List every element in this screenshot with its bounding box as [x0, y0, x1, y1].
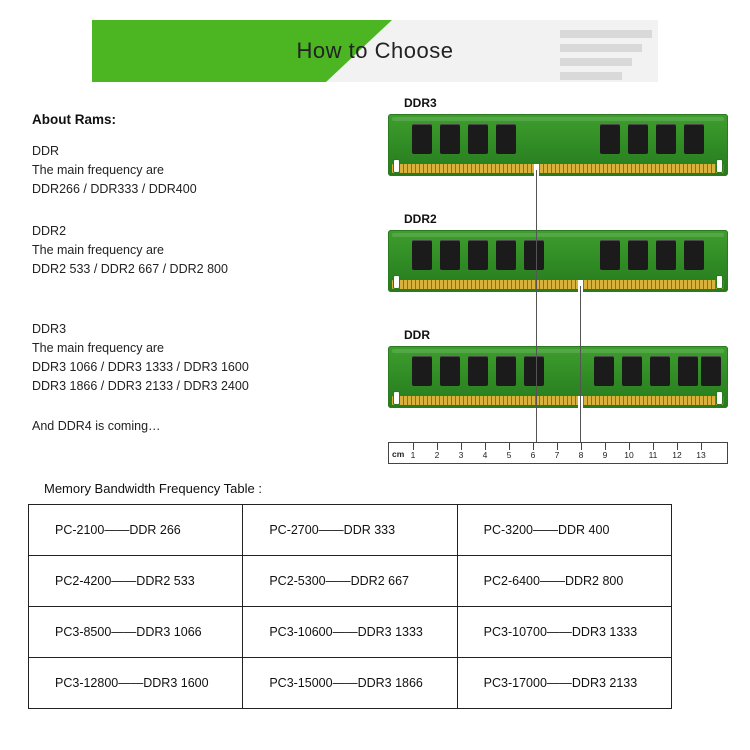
table-cell: PC3-10700——DDR3 1333	[457, 607, 671, 658]
ddr-line-2: The main frequency are	[32, 163, 165, 177]
ddr-info-block	[32, 142, 197, 199]
memory-chip	[600, 240, 620, 270]
ram-stick-ddr2	[388, 230, 728, 292]
memory-chip	[412, 124, 432, 154]
ram-clip-notch-right	[716, 275, 723, 289]
table-row	[29, 556, 672, 607]
memory-chip	[524, 240, 544, 270]
memory-chip	[412, 356, 432, 386]
memory-chip	[650, 356, 670, 386]
notch-leader-line-ddr2	[580, 286, 581, 442]
table-row	[29, 505, 672, 556]
ddr2-info-block	[32, 222, 228, 279]
memory-chip	[656, 124, 676, 154]
table-cell: PC-2700——DDR 333	[243, 505, 457, 556]
ruler-tick: 12	[672, 450, 682, 460]
centimeter-ruler	[388, 442, 728, 464]
ram-top-edge-ddr3	[392, 117, 724, 121]
ram-stick-ddr	[388, 346, 728, 408]
memory-bandwidth-table	[28, 504, 672, 709]
gold-contacts-ddr2	[392, 280, 724, 289]
gold-contacts-ddr3	[392, 164, 724, 173]
table-cell: PC2-5300——DDR2 667	[243, 556, 457, 607]
ram-label-ddr: DDR	[404, 328, 430, 342]
memory-chip	[440, 240, 460, 270]
ruler-tick: 11	[648, 450, 658, 460]
ddr3-line-2: The main frequency are	[32, 341, 165, 355]
ruler-tick: 4	[482, 450, 488, 460]
ram-comparison-diagram	[380, 96, 732, 476]
ddr3-info-block	[32, 320, 249, 396]
memory-chip	[678, 356, 698, 386]
ddr-line-3: DDR266 / DDR333 / DDR400	[32, 182, 197, 196]
ram-label-ddr2: DDR2	[404, 212, 437, 226]
table-cell: PC2-4200——DDR2 533	[29, 556, 243, 607]
ddr3-line-4: DDR3 1866 / DDR3 2133 / DDR3 2400	[32, 379, 249, 393]
ruler-tick: 6	[530, 450, 536, 460]
ruler-tick: 13	[696, 450, 706, 460]
table-caption: Memory Bandwidth Frequency Table :	[44, 481, 262, 496]
table-cell: PC3-15000——DDR3 1866	[243, 658, 457, 709]
notch-leader-line-ddr3	[536, 170, 537, 442]
page-header-banner	[0, 20, 750, 82]
memory-chip	[440, 356, 460, 386]
table-cell: PC3-12800——DDR3 1600	[29, 658, 243, 709]
memory-chip	[628, 240, 648, 270]
ddr4-info-block	[32, 417, 161, 436]
ddr3-line-1: DDR3	[32, 322, 67, 336]
ddr-line-1: DDR	[32, 144, 60, 158]
ddr2-line-1: DDR2	[32, 224, 67, 238]
about-rams-heading: About Rams:	[32, 112, 116, 127]
ruler-unit-label: cm	[392, 449, 405, 459]
memory-chip	[496, 124, 516, 154]
ddr2-line-2: The main frequency are	[32, 243, 165, 257]
memory-chip	[701, 356, 721, 386]
ruler-tick: 3	[458, 450, 464, 460]
ruler-tick: 1	[410, 450, 416, 460]
memory-chip	[468, 124, 488, 154]
ram-label-ddr3: DDR3	[404, 96, 437, 110]
table-row	[29, 607, 672, 658]
memory-chip	[684, 124, 704, 154]
memory-chip	[628, 124, 648, 154]
table-cell: PC3-17000——DDR3 2133	[457, 658, 671, 709]
memory-chip	[468, 356, 488, 386]
ruler-tick: 8	[578, 450, 584, 460]
ruler-tick: 10	[624, 450, 634, 460]
ruler-tick: 7	[554, 450, 560, 460]
memory-chip	[656, 240, 676, 270]
memory-chip	[622, 356, 642, 386]
gold-contacts-ddr	[392, 396, 724, 405]
ddr2-line-3: DDR2 533 / DDR2 667 / DDR2 800	[32, 262, 228, 276]
ram-clip-notch-left	[393, 391, 400, 405]
memory-chip	[496, 356, 516, 386]
ruler-tick: 9	[602, 450, 608, 460]
table-cell: PC2-6400——DDR2 800	[457, 556, 671, 607]
table-cell: PC3-10600——DDR3 1333	[243, 607, 457, 658]
memory-chip	[684, 240, 704, 270]
ram-top-edge-ddr	[392, 349, 724, 353]
memory-chip	[594, 356, 614, 386]
ram-clip-notch-right	[716, 159, 723, 173]
table-cell: PC-3200——DDR 400	[457, 505, 671, 556]
ram-clip-notch-left	[393, 159, 400, 173]
ddr3-line-3: DDR3 1066 / DDR3 1333 / DDR3 1600	[32, 360, 249, 374]
table-row	[29, 658, 672, 709]
page-title: How to Choose	[296, 38, 454, 63]
table-cell: PC3-8500——DDR3 1066	[29, 607, 243, 658]
ram-clip-notch-left	[393, 275, 400, 289]
memory-chip	[412, 240, 432, 270]
table-cell: PC-2100——DDR 266	[29, 505, 243, 556]
ram-stick-ddr3	[388, 114, 728, 176]
ruler-tick: 2	[434, 450, 440, 460]
ram-top-edge-ddr2	[392, 233, 724, 237]
ddr4-line-1: And DDR4 is coming…	[32, 419, 161, 433]
memory-chip	[600, 124, 620, 154]
memory-chip	[468, 240, 488, 270]
ram-clip-notch-right	[716, 391, 723, 405]
memory-chip	[524, 356, 544, 386]
ruler-tick: 5	[506, 450, 512, 460]
memory-chip	[440, 124, 460, 154]
memory-chip	[496, 240, 516, 270]
